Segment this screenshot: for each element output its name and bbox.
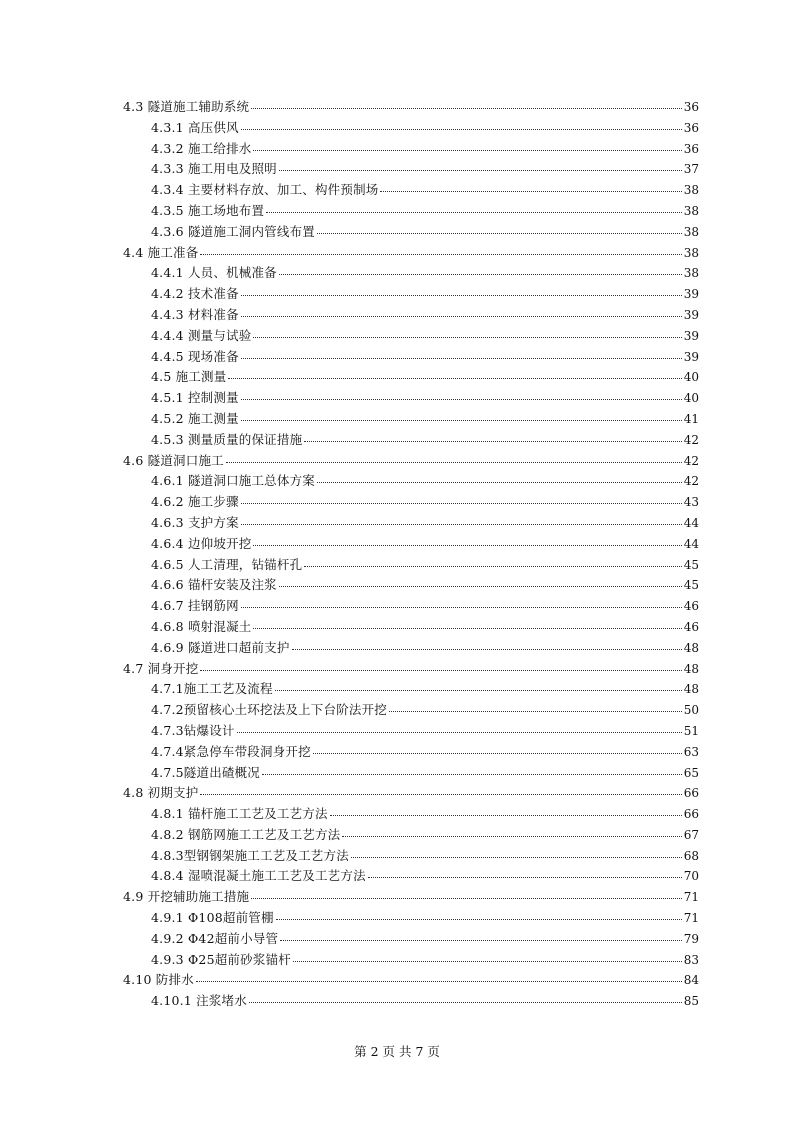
dot-leader <box>253 545 681 546</box>
dot-leader <box>251 898 681 899</box>
toc-entry[interactable] <box>123 97 699 118</box>
toc-entry[interactable] <box>123 887 699 908</box>
dot-leader <box>241 129 682 130</box>
toc-entry-page-number: 70 <box>683 869 699 884</box>
toc-entry[interactable] <box>123 575 699 596</box>
toc-entry-title: 4.3.5 施工场地布置 <box>151 202 265 218</box>
toc-entry-page-number: 48 <box>683 640 699 655</box>
dot-leader <box>253 628 681 629</box>
toc-entry-page-number: 36 <box>683 120 699 135</box>
dot-leader <box>241 399 682 400</box>
toc-entry-page-number: 38 <box>683 245 699 260</box>
toc-entry-page-number: 67 <box>683 827 699 842</box>
toc-entry-title: 4.5.3 测量质量的保证措施 <box>151 431 303 447</box>
toc-entry[interactable] <box>123 139 699 160</box>
toc-entry-page-number: 46 <box>683 619 699 634</box>
toc-entry[interactable] <box>123 908 699 929</box>
dot-leader <box>241 607 682 608</box>
dot-leader <box>228 378 681 379</box>
toc-entry-title: 4.6.3 支护方案 <box>151 514 239 530</box>
toc-entry-title: 4.3.2 施工给排水 <box>151 140 252 156</box>
dot-leader <box>304 441 681 442</box>
toc-entry-page-number: 48 <box>683 682 699 697</box>
toc-entry[interactable] <box>123 866 699 887</box>
toc-entry-title: 4.7.4紧急停车带段洞身开挖 <box>151 743 311 759</box>
dot-leader <box>200 254 681 255</box>
toc-entry-page-number: 37 <box>683 162 699 177</box>
toc-entry[interactable] <box>123 305 699 326</box>
dot-leader <box>253 337 681 338</box>
toc-entry-title: 4.6.6 锚杆安装及注浆 <box>151 577 277 593</box>
toc-entry-title: 4.7.5隧道出碴概况 <box>151 764 261 780</box>
toc-entry-title: 4.4.3 材料准备 <box>151 306 239 322</box>
toc-entry-title: 4.7.2预留核心土环挖法及上下台阶法开挖 <box>151 702 388 718</box>
toc-entry-page-number: 83 <box>683 952 699 967</box>
dot-leader <box>351 857 682 858</box>
toc-entry[interactable] <box>123 492 699 513</box>
toc-entry-page-number: 66 <box>683 807 699 822</box>
toc-entry[interactable] <box>123 451 699 472</box>
toc-entry-title: 4.8.3型钢钢架施工工艺及工艺方法 <box>151 847 349 863</box>
dot-leader <box>276 919 682 920</box>
dot-leader <box>200 794 681 795</box>
toc-entry-page-number: 85 <box>683 994 699 1009</box>
dot-leader <box>368 877 682 878</box>
toc-entry[interactable] <box>123 763 699 784</box>
toc-entry-page-number: 45 <box>683 557 699 572</box>
toc-entry[interactable] <box>123 721 699 742</box>
dot-leader <box>241 358 682 359</box>
toc-entry-title: 4.6.4 边仰坡开挖 <box>151 535 252 551</box>
toc-entry[interactable] <box>123 409 699 430</box>
toc-entry-title: 4.3 隧道施工辅助系统 <box>123 99 250 114</box>
toc-entry[interactable] <box>123 742 699 763</box>
dot-leader <box>253 150 681 151</box>
toc-entry-page-number: 79 <box>683 931 699 946</box>
toc-entry-title: 4.3.6 隧道施工洞内管线布置 <box>151 223 315 239</box>
dot-leader <box>280 940 681 941</box>
dot-leader <box>241 316 682 317</box>
toc-entry[interactable] <box>123 846 699 867</box>
toc-entry-title: 4.4.2 技术准备 <box>151 286 239 302</box>
toc-entry[interactable] <box>123 326 699 347</box>
toc-entry-title: 4.7.3钻爆设计 <box>151 722 235 738</box>
dot-leader <box>237 732 682 733</box>
toc-entry-page-number: 42 <box>683 432 699 447</box>
toc-entry-page-number: 44 <box>683 536 699 551</box>
dot-leader <box>279 586 682 587</box>
toc-entry-page-number: 42 <box>683 453 699 468</box>
table-of-contents <box>123 97 699 1012</box>
dot-leader <box>317 482 682 483</box>
toc-entry-title: 4.4 施工准备 <box>123 244 199 260</box>
dot-leader <box>241 524 682 525</box>
toc-entry-page-number: 65 <box>683 765 699 780</box>
dot-leader <box>251 108 681 109</box>
dot-leader <box>249 1002 682 1003</box>
dot-leader <box>279 170 682 171</box>
toc-entry-title: 4.7 洞身开挖 <box>123 660 199 676</box>
dot-leader <box>292 649 682 650</box>
dot-leader <box>342 836 681 837</box>
toc-entry-page-number: 39 <box>683 328 699 343</box>
toc-entry[interactable] <box>123 347 699 368</box>
toc-entry-page-number: 38 <box>683 203 699 218</box>
toc-entry-title: 4.9.3 Φ25超前砂浆锚杆 <box>151 951 291 967</box>
dot-leader <box>241 420 682 421</box>
toc-entry[interactable] <box>123 617 699 638</box>
toc-entry[interactable] <box>123 700 699 721</box>
toc-entry-page-number: 71 <box>683 911 699 926</box>
toc-entry-page-number: 48 <box>683 661 699 676</box>
toc-entry-page-number: 45 <box>683 578 699 593</box>
dot-leader <box>313 753 682 754</box>
toc-entry-page-number: 63 <box>683 744 699 759</box>
toc-entry[interactable] <box>123 367 699 388</box>
toc-entry-title: 4.6.1 隧道洞口施工总体方案 <box>151 473 315 489</box>
toc-entry-page-number: 40 <box>683 370 699 385</box>
toc-entry-title: 4.4.1 人员、机械准备 <box>151 265 277 281</box>
toc-entry[interactable] <box>123 284 699 305</box>
dot-leader <box>293 961 682 962</box>
toc-entry[interactable] <box>123 180 699 201</box>
toc-entry-title: 4.5.2 施工测量 <box>151 410 239 426</box>
dot-leader <box>330 815 682 816</box>
toc-entry[interactable] <box>123 201 699 222</box>
toc-entry[interactable] <box>123 659 699 680</box>
dot-leader <box>317 233 682 234</box>
toc-entry-title: 4.6.9 隧道进口超前支护 <box>151 639 290 655</box>
toc-entry[interactable] <box>123 534 699 555</box>
toc-entry-page-number: 71 <box>683 890 699 905</box>
toc-entry-page-number: 44 <box>683 515 699 530</box>
toc-entry[interactable] <box>123 970 699 991</box>
toc-entry[interactable] <box>123 388 699 409</box>
toc-entry[interactable] <box>123 159 699 180</box>
toc-entry-page-number: 68 <box>683 848 699 863</box>
toc-entry-title: 4.3.1 高压供风 <box>151 119 239 135</box>
dot-leader <box>262 774 682 775</box>
toc-entry-title: 4.6 隧道洞口施工 <box>123 452 224 468</box>
toc-entry-page-number: 38 <box>683 266 699 281</box>
toc-entry-title: 4.6.7 挂钢筋网 <box>151 598 239 614</box>
toc-entry[interactable] <box>123 596 699 617</box>
dot-leader <box>241 295 682 296</box>
toc-entry-page-number: 36 <box>683 141 699 156</box>
toc-entry-page-number: 46 <box>683 599 699 614</box>
toc-entry-page-number: 41 <box>683 411 699 426</box>
toc-entry-title: 4.8.1 锚杆施工工艺及工艺方法 <box>151 806 328 822</box>
page-footer: 第 2 页 共 7 页 <box>354 1044 440 1059</box>
toc-entry-title: 4.5 施工测量 <box>151 369 227 385</box>
toc-entry-page-number: 50 <box>683 703 699 718</box>
toc-entry-page-number: 38 <box>683 183 699 198</box>
toc-entry-title: 4.6.8 喷射混凝土 <box>151 618 252 634</box>
dot-leader <box>389 711 682 712</box>
dot-leader <box>266 212 682 213</box>
dot-leader <box>304 566 681 567</box>
toc-entry-title: 4.10.1 注浆堵水 <box>151 993 247 1009</box>
toc-entry-title: 4.4.4 测量与试验 <box>151 327 252 343</box>
dot-leader <box>200 670 681 671</box>
toc-entry-title: 4.4.5 现场准备 <box>151 348 239 364</box>
dot-leader <box>226 462 682 463</box>
toc-entry-page-number: 51 <box>683 723 699 738</box>
toc-entry-title: 4.9.1 Φ108超前管棚 <box>151 910 274 926</box>
toc-entry-title: 4.8.2 钢筋网施工工艺及工艺方法 <box>151 826 341 842</box>
toc-entry[interactable] <box>123 638 699 659</box>
toc-entry-title: 4.6.5 人工清理，钻锚杆孔 <box>151 556 303 572</box>
toc-entry-title: 4.3.3 施工用电及照明 <box>151 161 277 177</box>
toc-entry[interactable] <box>123 991 699 1012</box>
toc-entry[interactable] <box>123 804 699 825</box>
toc-entry[interactable] <box>123 222 699 243</box>
dot-leader <box>279 274 682 275</box>
toc-entry[interactable] <box>123 430 699 451</box>
toc-entry-page-number: 39 <box>683 307 699 322</box>
toc-entry-title: 4.5.1 控制测量 <box>151 390 239 406</box>
toc-entry-page-number: 39 <box>683 349 699 364</box>
toc-entry-title: 4.10 防排水 <box>123 972 194 988</box>
toc-entry-page-number: 84 <box>683 973 699 988</box>
toc-entry-title: 4.6.2 施工步骤 <box>151 494 239 510</box>
toc-entry[interactable] <box>123 243 699 264</box>
toc-entry[interactable] <box>123 555 699 576</box>
toc-entry-title: 4.3.4 主要材料存放、加工、构件预制场 <box>151 182 379 198</box>
toc-entry-title: 4.8 初期支护 <box>123 785 199 801</box>
toc-entry[interactable] <box>123 679 699 700</box>
dot-leader <box>380 191 681 192</box>
toc-entry-title: 4.8.4 湿喷混凝土施工工艺及工艺方法 <box>151 868 366 884</box>
toc-entry-page-number: 36 <box>683 100 699 114</box>
dot-leader <box>241 503 682 504</box>
toc-entry[interactable] <box>123 783 699 804</box>
toc-entry[interactable] <box>123 118 699 139</box>
toc-entry-page-number: 43 <box>683 495 699 510</box>
dot-leader <box>275 690 682 691</box>
toc-entry-page-number: 40 <box>683 391 699 406</box>
toc-entry[interactable] <box>123 929 699 950</box>
toc-entry[interactable] <box>123 263 699 284</box>
toc-entry[interactable] <box>123 471 699 492</box>
toc-entry-page-number: 38 <box>683 224 699 239</box>
toc-entry[interactable] <box>123 950 699 971</box>
toc-entry-title: 4.9 开挖辅助施工措施 <box>123 889 250 905</box>
toc-entry-page-number: 66 <box>683 786 699 801</box>
toc-entry-title: 4.7.1施工工艺及流程 <box>151 681 273 697</box>
toc-entry[interactable] <box>123 513 699 534</box>
toc-entry[interactable] <box>123 825 699 846</box>
dot-leader <box>196 981 682 982</box>
toc-entry-page-number: 39 <box>683 287 699 302</box>
toc-entry-title: 4.9.2 Φ42超前小导管 <box>151 930 279 946</box>
toc-entry-page-number: 42 <box>683 474 699 489</box>
